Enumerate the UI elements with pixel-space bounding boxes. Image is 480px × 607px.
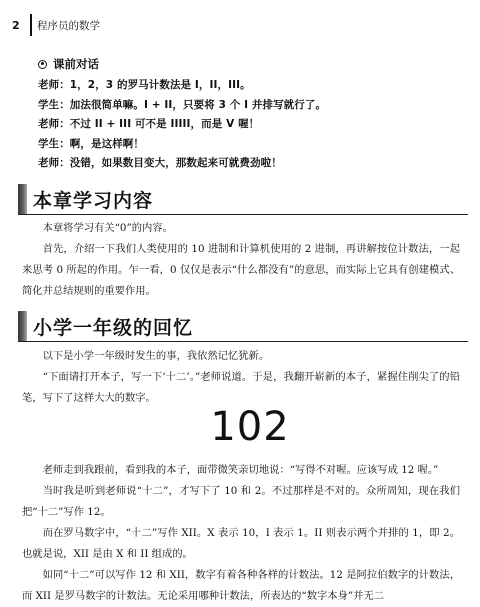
header-divider [30, 14, 32, 36]
section-heading-text: 小学一年级的回忆 [33, 316, 194, 339]
running-header [12, 14, 472, 36]
heading-marker [18, 184, 27, 214]
paragraph: 以下是小学一年级时发生的事，我依然记忆犹新。 [42, 350, 270, 362]
target-bullet-icon [38, 60, 47, 69]
section-heading-text: 本章学习内容 [33, 189, 154, 212]
dialogue-line: 学生：加法很简单嘛。I + II，只要将 3 个 I 并排写就行了。 [38, 98, 327, 111]
paragraph: 而在罗马数字中，“十二”写作 XII。X 表示 10，I 表示 1。II 则表示两个并排的 1，即 2。也就是说，XII 是由 X 和 II 组成的。 [22, 527, 460, 560]
section-heading-first-grade-memory [18, 310, 468, 342]
dialogue-heading [38, 56, 458, 72]
first-grade-memory-body-continued [22, 460, 460, 607]
pre-class-dialogue [38, 56, 458, 174]
section-heading-chapter-contents [18, 183, 468, 215]
dialogue-line: 学生：啊，是这样啊！ [38, 137, 144, 150]
heading-rule [18, 214, 468, 215]
paragraph: 本章将学习有关“0”的内容。 [42, 222, 173, 234]
paragraph: 首先，介绍一下我们人类使用的 10 进制和计算机使用的 2 进制，再讲解按位计数法，一起来思考 0 所起的作用。乍一看，0 仅仅是表示“什么都没有”的意思，而实际上它具有创建模式、简化并总结规则的重要作用。 [22, 243, 460, 297]
heading-rule [18, 341, 468, 342]
paragraph: 如同“十二”可以写作 12 和 XII，数字有着各种各样的计数法。12 是阿拉伯数字的计数法，而 XII 是罗马数字的计数法。无论采用哪种计数法，所表达的“数字本身”并无二 [22, 569, 460, 602]
first-grade-memory-body [22, 346, 460, 409]
page-number: 2 [12, 18, 20, 32]
paragraph: 老师走到我跟前，看到我的本子，面带微笑亲切地说：“写得不对喔。应该写成 12 喔。” [42, 464, 439, 476]
handwritten-number: 102 [210, 404, 290, 450]
dialogue-line: 老师：没错，如果数目变大，那数起来可就费劲啦！ [38, 157, 282, 169]
dialogue-heading-text: 课前对话 [53, 57, 99, 71]
heading-marker [18, 311, 27, 341]
paragraph: “下面请打开本子，写一下‘十二’。”老师说道。于是，我翻开崭新的本子，紧握住削尖了的铅笔，写下了这样大大的数字。 [22, 371, 460, 404]
paragraph: 当时我是听到老师说“十二”，才写下了 10 和 2。不过那样是不对的。众所周知，现在我们把“十二”写作 12。 [22, 485, 460, 518]
book-title: 程序员的数学 [37, 19, 100, 32]
chapter-contents-body [22, 218, 460, 302]
dialogue-line: 老师：1，2，3 的罗马计数法是 I，II，III。 [38, 79, 251, 91]
dialogue-line: 老师：不过 II + III 可不是 IIIII，而是 V 喔！ [38, 118, 260, 130]
